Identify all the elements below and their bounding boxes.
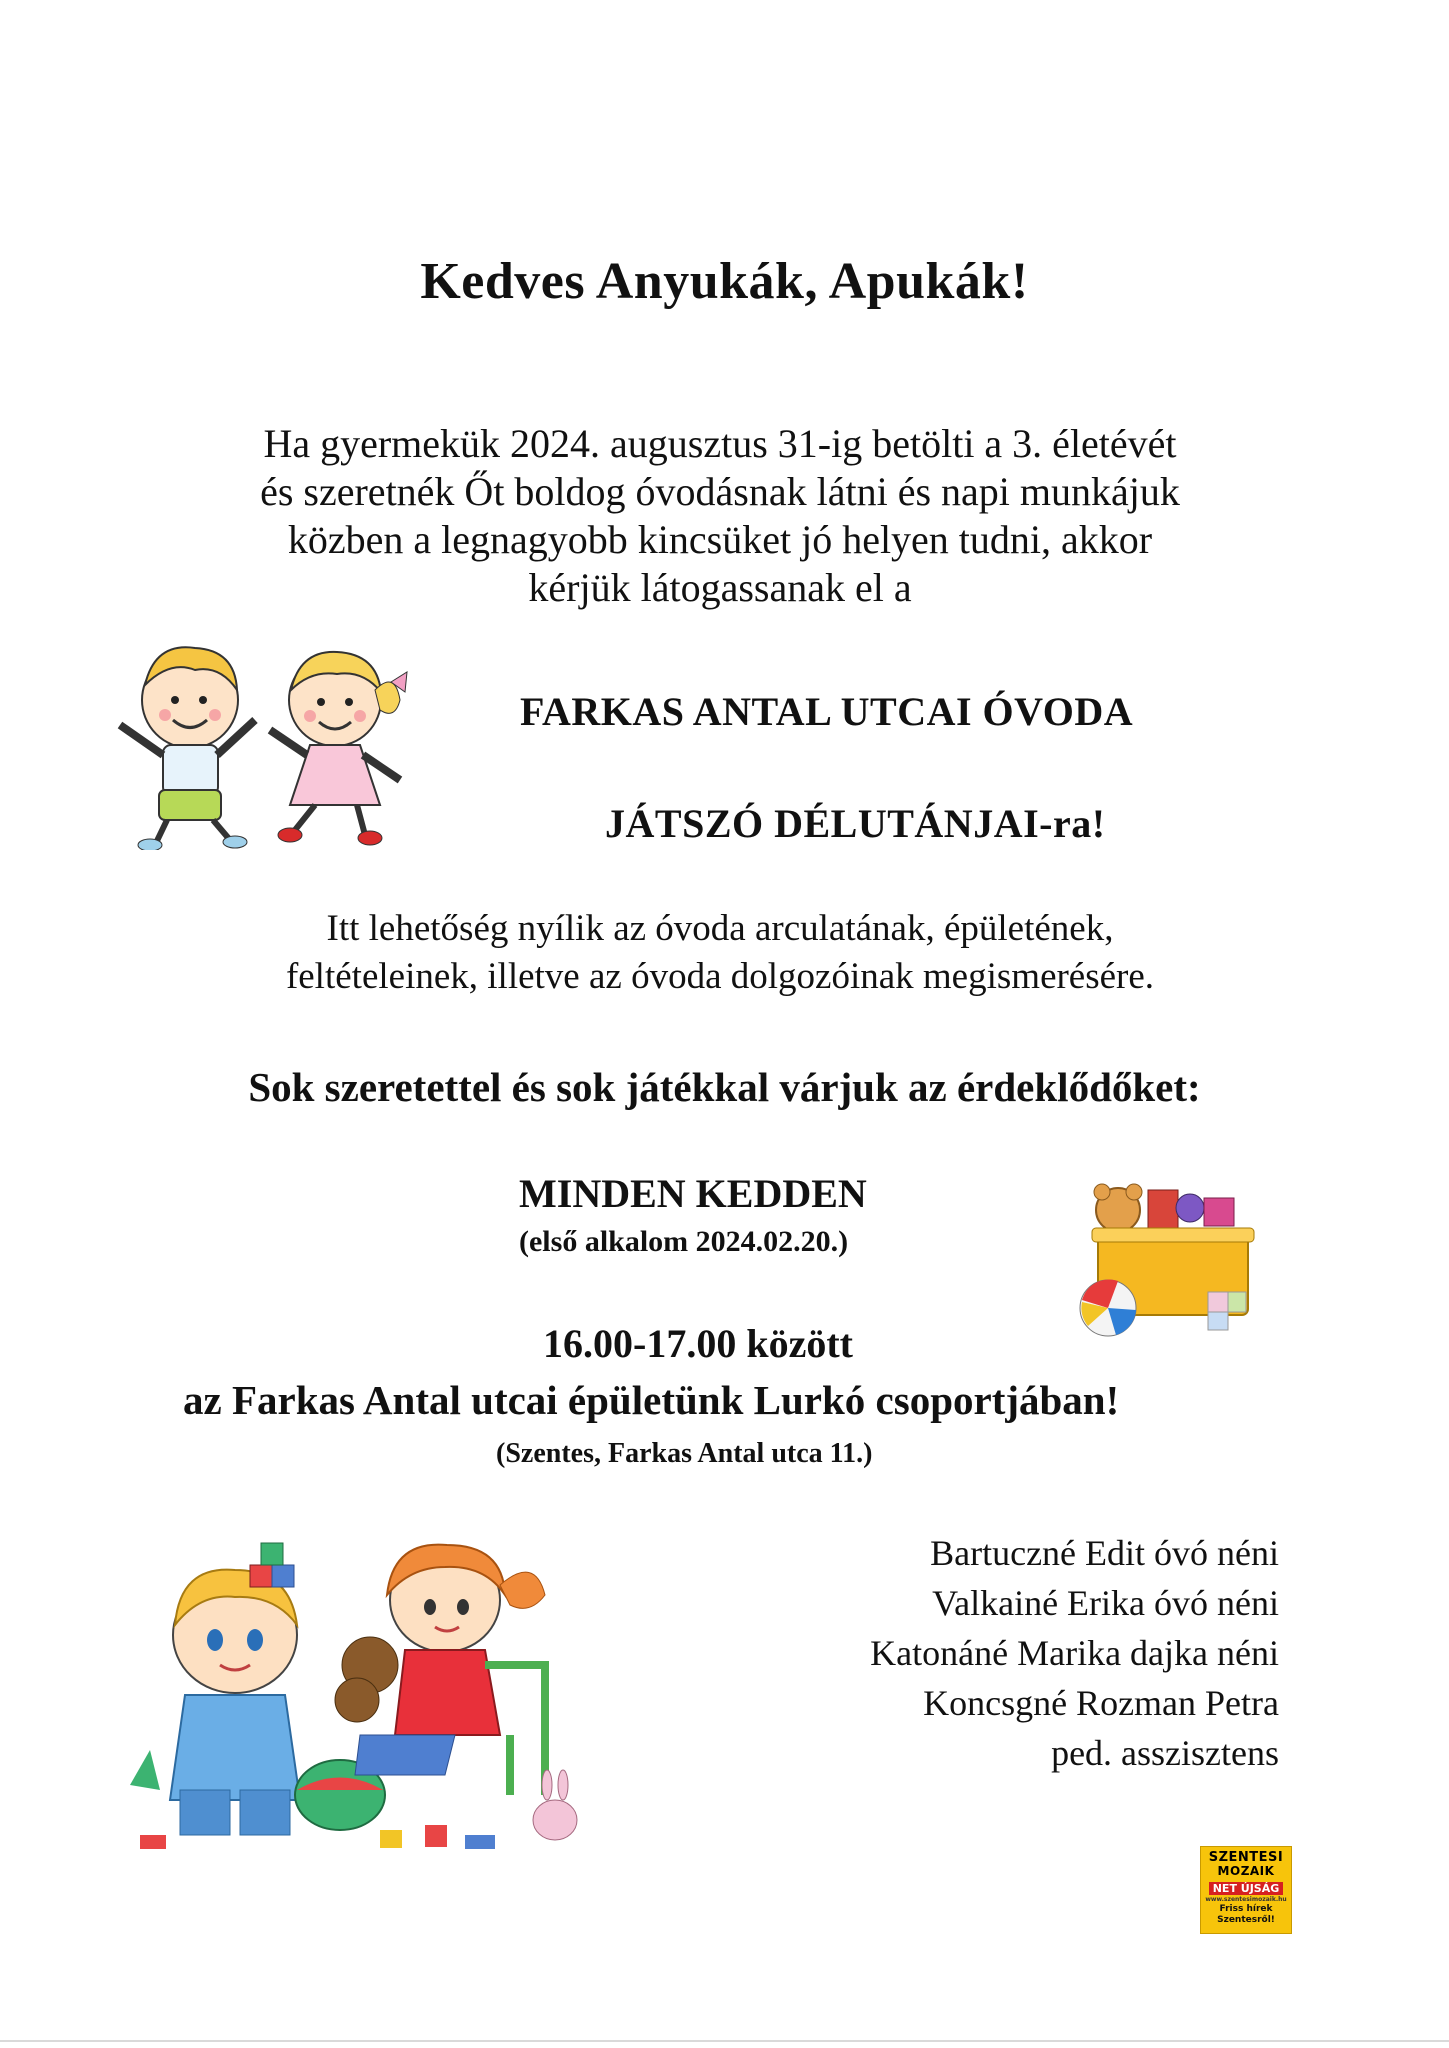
intro-line: és szeretnék Őt boldog óvodásnak látni és napi munkájuk (260, 469, 1180, 514)
scan-edge-divider (0, 2040, 1449, 2042)
intro-line: Ha gyermekük 2024. augusztus 31-ig betölti a 3. életévét (263, 421, 1177, 466)
invitation-text: Sok szeretettel és sok játékkal várjuk az érdeklődőket: (248, 1064, 1201, 1110)
intro-paragraph (150, 420, 1290, 612)
schedule-location: az Farkas Antal utcai épületünk Lurkó csoportjában! (183, 1377, 1120, 1423)
boy-figure (120, 647, 255, 850)
kindergarten-name: FARKAS ANTAL UTCAI ÓVODA (520, 689, 1134, 734)
description-paragraph (150, 905, 1290, 1001)
dancing-children-illustration (95, 630, 455, 850)
schedule-address: (Szentes, Farkas Antal utca 11.) (496, 1438, 873, 1469)
logo-line1: SZENTESI (1208, 1850, 1284, 1865)
staff-member: Koncsgné Rozman Petra (923, 1683, 1279, 1723)
schedule-day: MINDEN KEDDEN (519, 1171, 867, 1216)
schedule-time: 16.00-17.00 között (543, 1321, 853, 1366)
schedule-first-date: (első alkalom 2024.02.20.) (519, 1225, 849, 1258)
toy-box-illustration (1078, 1180, 1258, 1345)
staff-role: ped. asszisztens (1051, 1733, 1279, 1773)
description-line: feltételeinek, illetve az óvoda dolgozóinak megismerésére. (285, 956, 1155, 997)
event-name: JÁTSZÓ DÉLUTÁNJAI-ra! (605, 801, 1106, 846)
intro-line: közben a legnagyobb kincsüket jó helyen tudni, akkor (287, 517, 1153, 562)
logo-url: www.szentesimozaik.hu (1205, 1896, 1287, 1903)
girl-figure (270, 652, 407, 845)
staff-member: Valkainé Erika óvó néni (932, 1583, 1279, 1623)
szentesi-mozaik-logo (1200, 1846, 1292, 1934)
playing-children-illustration (125, 1535, 595, 1850)
logo-line3: NET ÚJSÁG (1209, 1882, 1284, 1895)
staff-member: Katonáné Marika dajka néni (870, 1633, 1279, 1673)
staff-list (870, 1528, 1279, 1778)
description-line: Itt lehetőség nyílik az óvoda arculatának, épületének, (326, 908, 1114, 949)
page-title: Kedves Anyukák, Apukák! (420, 253, 1029, 310)
staff-member: Bartuczné Edit óvó néni (930, 1533, 1279, 1573)
logo-tagline2: Szentesről! (1217, 1915, 1275, 1925)
logo-line2: MOZAIK (1217, 1864, 1275, 1878)
intro-line: kérjük látogassanak el a (528, 565, 912, 610)
logo-tagline1: Friss hírek (1219, 1904, 1273, 1914)
